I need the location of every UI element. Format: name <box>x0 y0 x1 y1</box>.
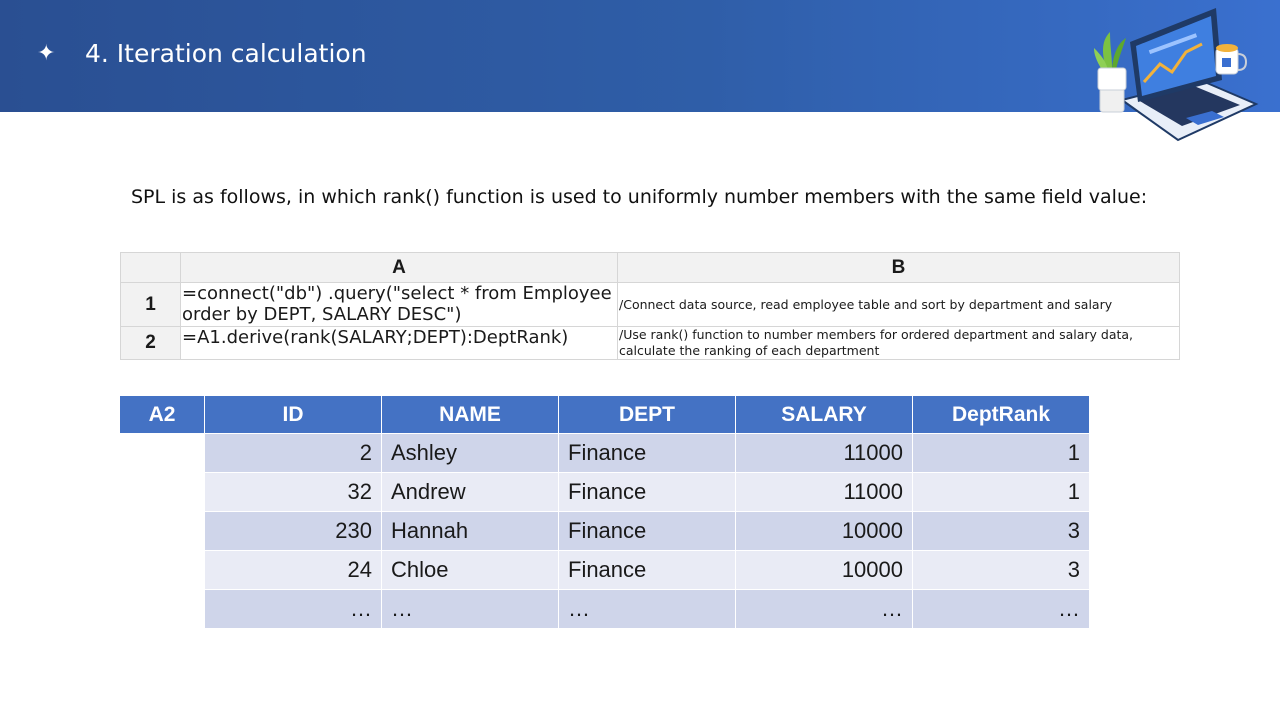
bullet-star-icon: ✦ <box>37 41 56 66</box>
spl-cell-a2[interactable]: =A1.derive(rank(SALARY;DEPT):DeptRank) <box>181 327 618 360</box>
cell-id: 2 <box>205 434 382 473</box>
column-header-dept: DEPT <box>559 396 736 434</box>
cell-dept: Finance <box>559 551 736 590</box>
cell-dept: Finance <box>559 434 736 473</box>
cell-deptrank: 1 <box>913 434 1090 473</box>
cell-deptrank: 3 <box>913 512 1090 551</box>
slide-title: 4. Iteration calculation <box>85 39 367 68</box>
cell-salary: … <box>736 590 913 629</box>
cell-dept: … <box>559 590 736 629</box>
cell-dept: Finance <box>559 473 736 512</box>
cell-name: Chloe <box>382 551 559 590</box>
column-header-name: NAME <box>382 396 559 434</box>
cell-salary: 11000 <box>736 434 913 473</box>
table-row <box>205 590 1090 629</box>
table-row <box>205 434 1090 473</box>
table-row <box>205 551 1090 590</box>
cell-deptrank: 1 <box>913 473 1090 512</box>
cell-name: … <box>382 590 559 629</box>
spl-col-header-b[interactable]: B <box>618 253 1180 283</box>
column-header-id: ID <box>205 396 382 434</box>
spl-row-number[interactable]: 2 <box>121 327 181 360</box>
cell-dept: Finance <box>559 512 736 551</box>
spl-grid <box>120 252 1180 360</box>
spl-corner-cell <box>121 253 181 283</box>
result-table <box>204 396 1090 629</box>
cell-id: 32 <box>205 473 382 512</box>
cell-deptrank: 3 <box>913 551 1090 590</box>
cell-salary: 10000 <box>736 512 913 551</box>
result-label: A2 <box>120 396 204 433</box>
cell-id: 24 <box>205 551 382 590</box>
cell-name: Ashley <box>382 434 559 473</box>
cell-salary: 10000 <box>736 551 913 590</box>
cell-deptrank: … <box>913 590 1090 629</box>
spl-cell-b1[interactable]: /Connect data source, read employee table and sort by department and salary <box>618 283 1180 327</box>
spl-row-number[interactable]: 1 <box>121 283 181 327</box>
table-row <box>205 473 1090 512</box>
cell-id: 230 <box>205 512 382 551</box>
spl-cell-a1[interactable]: =connect("db") .query("select * from Employee order by DEPT, SALARY DESC") <box>181 283 618 327</box>
intro-text: SPL is as follows, in which rank() function is used to uniformly number members with the same field value: <box>131 186 1148 208</box>
column-header-salary: SALARY <box>736 396 913 434</box>
spl-cell-b2[interactable]: /Use rank() function to number members for ordered department and salary data, calculate the ranking of each department <box>618 327 1180 360</box>
cell-name: Andrew <box>382 473 559 512</box>
cell-name: Hannah <box>382 512 559 551</box>
column-header-deptrank: DeptRank <box>913 396 1090 434</box>
table-row <box>205 512 1090 551</box>
cell-salary: 11000 <box>736 473 913 512</box>
laptop-chart-illustration-icon <box>1082 4 1262 146</box>
spl-col-header-a[interactable]: A <box>181 253 618 283</box>
cell-id: … <box>205 590 382 629</box>
